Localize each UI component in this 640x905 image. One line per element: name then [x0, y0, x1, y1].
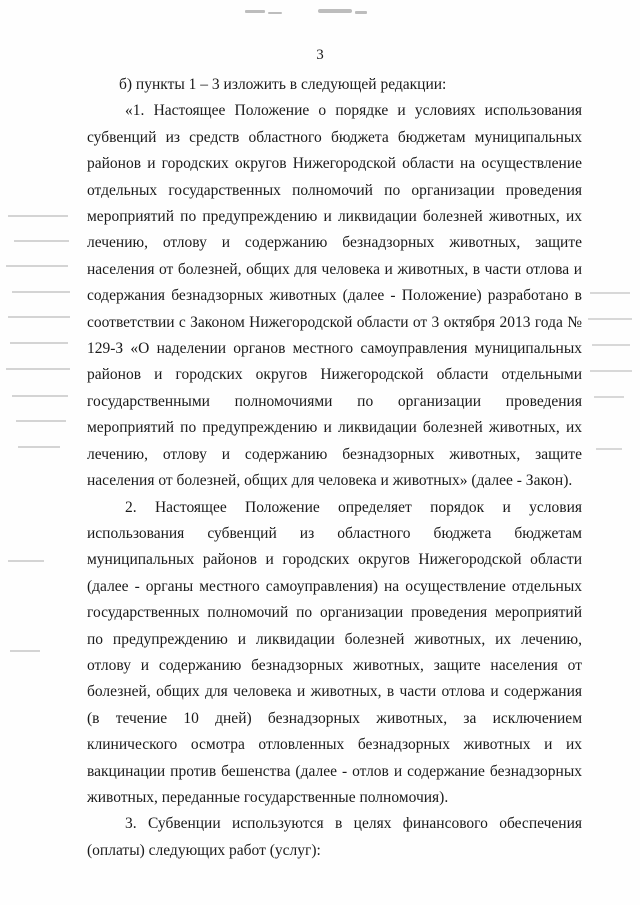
- paragraph-item-3: 3. Субвенции используются в целях финансового обеспечения (оплаты) следующих работ (услуг):: [87, 815, 582, 859]
- paragraph-item-1: «1. Настоящее Положение о порядке и условиях использования субвенций из средств областного бюджета бюджетам муниципальных районов и городских округов Нижегородской области на осуществление отдельных государственных полномочий по организации проведения мероприятий по предупреждению и ликвидации болезней животных, их лечению, отлову и содержанию безнадзорных животных, защите населения от болезней, общих для человека и животных, в части отлова и содержания безнадзорных животных (далее - Положение) разработано в соответствии с Законом Нижегородской области от 3 октября 2013 года № 129-З «О наделении органов местного самоуправления муниципальных районов и городских округов Нижегородской области отдельными государственными полномочиями по организации проведения мероприятий по предупреждению и ликвидации болезней животных, их лечению, отлову и содержанию безнадзорных животных, защите населения от болезней, общих для человека и животных» (далее - Закон).: [87, 102, 582, 490]
- page-number: 3: [316, 47, 324, 63]
- top-scan-smudge: [245, 10, 265, 13]
- left-margin-bleed: [6, 215, 70, 652]
- paragraph-intro: б) пункты 1 – 3 изложить в следующей редакции:: [119, 76, 447, 93]
- document-body: [87, 72, 582, 864]
- right-margin-bleed: [588, 292, 632, 450]
- paragraph-item-2: 2. Настоящее Положение определяет порядок и условия использования субвенций из областного бюджета бюджетам муниципальных районов и городских округов Нижегородской области (далее - органы местного самоуправления) на осуществление отдельных государственных полномочий по организации проведения мероприятий по предупреждению и ликвидации болезней животных, их лечению, отлову и содержанию безнадзорных животных, защите населения от болезней, общих для человека и животных, в части отлова и содержания (в течение 10 дней) безнадзорных животных, за исключением клинического осмотра отловленных безнадзорных животных и их вакцинации против бешенства (далее - отлов и содержание безнадзорных животных, переданные государственные полномочия).: [87, 498, 582, 806]
